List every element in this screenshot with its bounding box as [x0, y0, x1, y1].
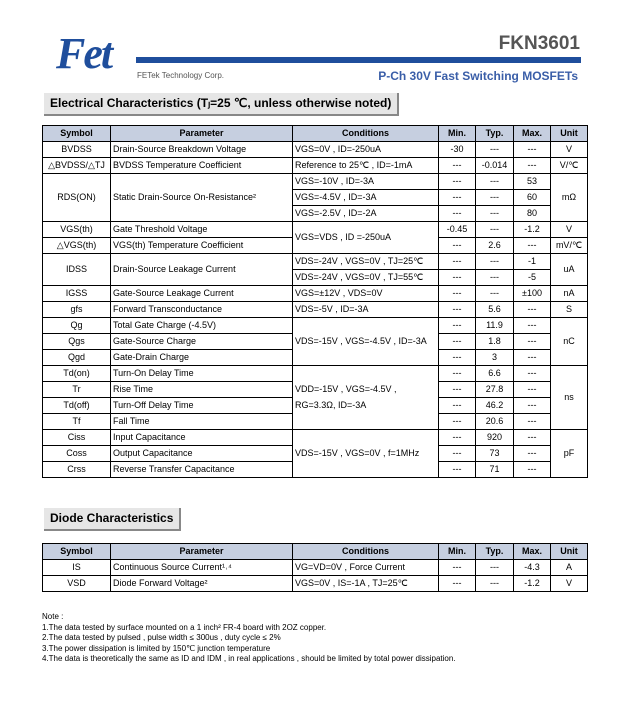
condition-cell: VGS=±12V , VDS=0V [293, 286, 439, 302]
typ-cell: -0.014 [476, 158, 514, 174]
typ-cell: --- [476, 270, 514, 286]
min-cell: --- [439, 270, 476, 286]
max-cell: 53 [514, 174, 551, 190]
condition-cell: VGS=-10V , ID=-3A [293, 174, 439, 190]
condition-cell: VGS=-4.5V , ID=-3A [293, 190, 439, 206]
parameter-cell: Reverse Transfer Capacitance [111, 462, 293, 478]
parameter-cell: Gate Threshold Voltage [111, 222, 293, 238]
parameter-cell: BVDSS Temperature Coefficient [111, 158, 293, 174]
typ-cell: --- [476, 190, 514, 206]
max-cell: --- [514, 382, 551, 398]
parameter-cell: Forward Transconductance [111, 302, 293, 318]
condition-cell: VG=VD=0V , Force Current [293, 560, 439, 576]
condition-cell: VDS=-5V , ID=-3A [293, 302, 439, 318]
parameter-cell: Input Capacitance [111, 430, 293, 446]
parameter-cell: Fall Time [111, 414, 293, 430]
min-cell: -30 [439, 142, 476, 158]
min-cell: --- [439, 174, 476, 190]
table-row [43, 254, 588, 270]
max-cell: --- [514, 238, 551, 254]
parameter-cell: VGS(th) Temperature Coefficient [111, 238, 293, 254]
symbol-cell: BVDSS [43, 142, 111, 158]
table-row [43, 286, 588, 302]
condition-cell: VDS=-15V , VGS=-4.5V , ID=-3A [293, 318, 439, 366]
symbol-cell: VGS(th) [43, 222, 111, 238]
condition-cell [293, 366, 439, 382]
typ-cell: --- [476, 286, 514, 302]
typ-cell: 20.6 [476, 414, 514, 430]
table-row [43, 366, 588, 382]
table-row [43, 142, 588, 158]
unit-cell: nA [551, 286, 588, 302]
typ-cell: 6.6 [476, 366, 514, 382]
min-cell: --- [439, 238, 476, 254]
condition-cell: VGS=VDS , ID =-250uA [293, 222, 439, 254]
min-cell: --- [439, 158, 476, 174]
max-cell: ±100 [514, 286, 551, 302]
column-header: Min. [439, 544, 476, 560]
condition-cell: VGS=-2.5V , ID=-2A [293, 206, 439, 222]
symbol-cell: RDS(ON) [43, 174, 111, 222]
part-number: FKN3601 [498, 33, 580, 54]
electrical-section-title: Electrical Characteristics (Tⱼ=25 ℃, unless otherwise noted) [44, 93, 399, 116]
max-cell: -5 [514, 270, 551, 286]
parameter-cell: Static Drain-Source On-Resistance² [111, 174, 293, 222]
parameter-cell: Drain-Source Breakdown Voltage [111, 142, 293, 158]
max-cell: --- [514, 302, 551, 318]
min-cell: --- [439, 430, 476, 446]
table-row [43, 414, 588, 430]
parameter-cell: Turn-On Delay Time [111, 366, 293, 382]
max-cell: 80 [514, 206, 551, 222]
symbol-cell: Td(on) [43, 366, 111, 382]
table-row [43, 174, 588, 190]
symbol-cell: VSD [43, 576, 111, 592]
typ-cell: 27.8 [476, 382, 514, 398]
parameter-cell: Diode Forward Voltage² [111, 576, 293, 592]
table-header-row [43, 126, 588, 142]
min-cell: --- [439, 286, 476, 302]
symbol-cell: Td(off) [43, 398, 111, 414]
note-item: 3.The power dissipation is limited by 150℃ junction temperature [42, 643, 271, 653]
min-cell: --- [439, 318, 476, 334]
parameter-cell: Gate-Source Leakage Current [111, 286, 293, 302]
column-header: Typ. [476, 544, 514, 560]
min-cell: --- [439, 382, 476, 398]
table-row [43, 398, 588, 414]
max-cell: --- [514, 414, 551, 430]
symbol-cell: Qgd [43, 350, 111, 366]
condition-cell: VDS=-24V , VGS=0V , TJ=55℃ [293, 270, 439, 286]
typ-cell: 73 [476, 446, 514, 462]
page-subtitle: P-Ch 30V Fast Switching MOSFETs [378, 69, 578, 83]
typ-cell: 2.6 [476, 238, 514, 254]
unit-cell: mV/℃ [551, 238, 588, 254]
unit-cell: S [551, 302, 588, 318]
unit-cell: V/℃ [551, 158, 588, 174]
parameter-cell: Output Capacitance [111, 446, 293, 462]
min-cell: --- [439, 190, 476, 206]
header-bar [136, 57, 581, 63]
column-header: Conditions [293, 544, 439, 560]
max-cell: -1 [514, 254, 551, 270]
min-cell: --- [439, 334, 476, 350]
max-cell: --- [514, 158, 551, 174]
min-cell: --- [439, 206, 476, 222]
symbol-cell: IDSS [43, 254, 111, 286]
column-header: Parameter [111, 544, 293, 560]
diode-section-title: Diode Characteristics [44, 508, 181, 531]
min-cell: --- [439, 446, 476, 462]
typ-cell: --- [476, 206, 514, 222]
column-header: Max. [514, 544, 551, 560]
symbol-cell: IS [43, 560, 111, 576]
unit-cell: ns [551, 366, 588, 430]
company-name: FETek Technology Corp. [137, 71, 225, 80]
column-header: Min. [439, 126, 476, 142]
parameter-cell: Drain-Source Leakage Current [111, 254, 293, 286]
typ-cell: --- [476, 576, 514, 592]
unit-cell: V [551, 222, 588, 238]
typ-cell: 920 [476, 430, 514, 446]
condition-cell: VDS=-15V , VGS=0V , f=1MHz [293, 430, 439, 478]
column-header: Unit [551, 126, 588, 142]
min-cell: --- [439, 350, 476, 366]
table-row [43, 576, 588, 592]
typ-cell: 3 [476, 350, 514, 366]
symbol-cell: Qg [43, 318, 111, 334]
condition-cell [293, 414, 439, 430]
typ-cell: 5.6 [476, 302, 514, 318]
condition-cell: VDD=-15V , VGS=-4.5V , [293, 382, 439, 398]
min-cell: --- [439, 366, 476, 382]
min-cell: --- [439, 414, 476, 430]
typ-cell: 71 [476, 462, 514, 478]
notes-heading: Note : [42, 612, 64, 621]
typ-cell: 1.8 [476, 334, 514, 350]
column-header: Typ. [476, 126, 514, 142]
typ-cell: --- [476, 560, 514, 576]
typ-cell: 46.2 [476, 398, 514, 414]
unit-cell: nC [551, 318, 588, 366]
min-cell: --- [439, 560, 476, 576]
parameter-cell: Rise Time [111, 382, 293, 398]
electrical-characteristics-table [42, 125, 588, 478]
notes-block [42, 612, 602, 665]
condition-cell: VGS=0V , IS=-1A , TJ=25℃ [293, 576, 439, 592]
table-row [43, 222, 588, 238]
max-cell: -1.2 [514, 576, 551, 592]
max-cell: 60 [514, 190, 551, 206]
max-cell: --- [514, 430, 551, 446]
symbol-cell: Coss [43, 446, 111, 462]
unit-cell: pF [551, 430, 588, 478]
max-cell: --- [514, 334, 551, 350]
max-cell: --- [514, 398, 551, 414]
column-header: Symbol [43, 544, 111, 560]
min-cell: --- [439, 302, 476, 318]
unit-cell: uA [551, 254, 588, 286]
min-cell: -0.45 [439, 222, 476, 238]
symbol-cell: Qgs [43, 334, 111, 350]
table-row [43, 382, 588, 398]
min-cell: --- [439, 254, 476, 270]
symbol-cell: Crss [43, 462, 111, 478]
symbol-cell: △BVDSS/△TJ [43, 158, 111, 174]
table-row [43, 318, 588, 334]
unit-cell: V [551, 576, 588, 592]
symbol-cell: Ciss [43, 430, 111, 446]
symbol-cell: Tr [43, 382, 111, 398]
company-logo: Fet [56, 29, 112, 78]
max-cell: -4.3 [514, 560, 551, 576]
min-cell: --- [439, 462, 476, 478]
column-header: Conditions [293, 126, 439, 142]
condition-cell: VDS=-24V , VGS=0V , TJ=25℃ [293, 254, 439, 270]
typ-cell: --- [476, 222, 514, 238]
column-header: Max. [514, 126, 551, 142]
min-cell: --- [439, 576, 476, 592]
symbol-cell: IGSS [43, 286, 111, 302]
min-cell: --- [439, 398, 476, 414]
table-row [43, 302, 588, 318]
column-header: Unit [551, 544, 588, 560]
table-row [43, 560, 588, 576]
parameter-cell: Continuous Source Current¹˒⁴ [111, 560, 293, 576]
column-header: Parameter [111, 126, 293, 142]
unit-cell: A [551, 560, 588, 576]
typ-cell: --- [476, 254, 514, 270]
note-item: 1.The data tested by surface mounted on a 1 inch² FR-4 board with 2OZ copper. [42, 622, 327, 632]
symbol-cell: gfs [43, 302, 111, 318]
typ-cell: --- [476, 142, 514, 158]
condition-cell: RG=3.3Ω, ID=-3A [293, 398, 439, 414]
parameter-cell: Total Gate Charge (-4.5V) [111, 318, 293, 334]
condition-cell: Reference to 25℃ , ID=-1mA [293, 158, 439, 174]
parameter-cell: Gate-Source Charge [111, 334, 293, 350]
note-item: 4.The data is theoretically the same as ID and IDM , in real applications , should be limited by total power dissipation. [42, 654, 456, 663]
unit-cell: mΩ [551, 174, 588, 222]
symbol-cell: △VGS(th) [43, 238, 111, 254]
typ-cell: 11.9 [476, 318, 514, 334]
parameter-cell: Turn-Off Delay Time [111, 398, 293, 414]
table-row [43, 430, 588, 446]
max-cell: --- [514, 446, 551, 462]
diode-characteristics-table [42, 543, 588, 592]
symbol-cell: Tf [43, 414, 111, 430]
unit-cell: V [551, 142, 588, 158]
max-cell: --- [514, 366, 551, 382]
max-cell: --- [514, 318, 551, 334]
max-cell: --- [514, 142, 551, 158]
column-header: Symbol [43, 126, 111, 142]
note-item: 2.The data tested by pulsed , pulse width ≤ 300us , duty cycle ≤ 2% [42, 633, 281, 642]
condition-cell: VGS=0V , ID=-250uA [293, 142, 439, 158]
max-cell: -1.2 [514, 222, 551, 238]
typ-cell: --- [476, 174, 514, 190]
table-row [43, 158, 588, 174]
max-cell: --- [514, 350, 551, 366]
max-cell: --- [514, 462, 551, 478]
parameter-cell: Gate-Drain Charge [111, 350, 293, 366]
table-header-row [43, 544, 588, 560]
